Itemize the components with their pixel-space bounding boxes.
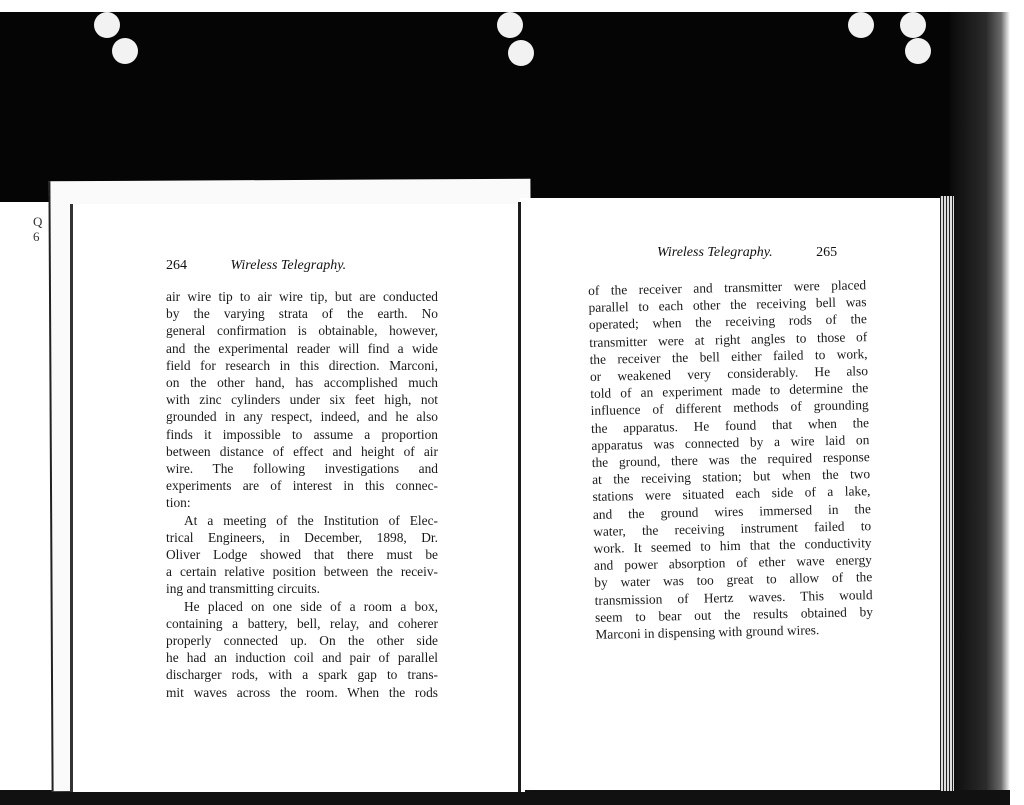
left-page-text [166, 288, 438, 701]
text-line: mit waves across the room. When the rods [166, 684, 438, 700]
text-line: transmitter were at right angles to those of [589, 328, 868, 350]
scan-background [0, 12, 1010, 202]
left-running-title: Wireless Telegraphy. [230, 258, 347, 273]
right-page-text [588, 276, 874, 643]
text-line: with zinc cylinders under six feet high, not [166, 392, 438, 408]
text-line: the apparatus. He found that when the [590, 414, 870, 436]
text-line: Oliver Lodge showed that there must be [166, 547, 438, 563]
text-line: between distance of effect and height of air [166, 443, 438, 459]
text-line: work. It seemed to him that the conductivity [593, 535, 872, 556]
text-line: influence of different methods of grounding [590, 397, 869, 419]
margin-note-line: Q [33, 214, 43, 229]
left-page-header [166, 258, 346, 274]
text-line: discharger rods, with a spark gap to trans- [166, 667, 438, 683]
text-line: and the experimental reader will find a wide [166, 340, 438, 356]
text-line: general confirmation is obtainable, however, [166, 323, 438, 339]
punch-hole [94, 12, 120, 38]
text-line: transmission of Hertz waves. This would [594, 586, 873, 608]
text-line: experiments are of interest in this connec- [166, 478, 438, 494]
text-line: and power absorption of ether wave energy [593, 552, 873, 574]
text-line: ing and transmitting circuits. [166, 581, 320, 597]
punch-hole [112, 38, 138, 64]
scan-edge-shadow [950, 12, 1010, 802]
text-line: and the ground wires immersed in the [592, 500, 871, 522]
margin-note-line: 6 [33, 229, 40, 244]
text-line: water, the receiving instrument failed to [593, 517, 872, 539]
text-line: field for research in this direction. Marconi, [166, 357, 438, 373]
left-page-number: 264 [166, 258, 187, 273]
punch-hole [848, 12, 874, 38]
text-line: parallel to each other the receiving bell was [588, 294, 867, 316]
text-line: of the receiver and transmitter were placed [588, 277, 867, 298]
text-line: stations were situated each side of a lake, [592, 483, 871, 505]
text-line: wire. The following investigations and [166, 461, 438, 477]
right-page-header [657, 245, 837, 261]
text-line: he had an induction coil and pair of parallel [166, 650, 438, 666]
text-line: at the receiving station; but when the two [591, 466, 871, 488]
text-line: trical Engineers, in December, 1898, Dr. [166, 529, 438, 545]
punch-hole [900, 12, 926, 38]
text-line: tion: [166, 495, 191, 511]
text-line: or weakened very considerably. He also [589, 363, 869, 384]
page-edges [940, 196, 954, 791]
text-line: grounded in any respect, indeed, and he also [166, 409, 438, 425]
text-line: At a meeting of the Institution of Elec- [184, 512, 438, 528]
text-line: finds it impossible to assume a proportion [166, 426, 438, 442]
right-page-number: 265 [816, 245, 838, 260]
text-line: air wire tip to air wire tip, but are conducted [166, 289, 438, 304]
text-line: on the other hand, has accomplished much [166, 375, 438, 391]
text-line: operated; when the receiving rods of the [588, 311, 867, 333]
punch-hole [905, 38, 931, 64]
text-line: a certain relative position between the receiv- [166, 564, 438, 580]
right-running-title: Wireless Telegraphy. [657, 245, 773, 260]
text-line: the receiver the bell either failed to work, [589, 345, 868, 367]
punch-hole [497, 12, 523, 38]
text-line: properly connected up. On the other side [166, 633, 438, 649]
text-line: seem to bear out the results obtained by [594, 603, 874, 625]
text-line: by the varying strata of the earth. No [166, 306, 438, 322]
text-line: by water was too great to allow of the [594, 569, 873, 591]
book-gutter [518, 202, 521, 792]
punch-hole [508, 40, 534, 66]
text-line: containing a battery, bell, relay, and coherer [166, 615, 438, 631]
text-line: Marconi in dispensing with ground wires. [595, 622, 820, 642]
text-line: the ground, there was the required response [591, 449, 870, 470]
text-line: apparatus was connected by a wire laid on [591, 431, 870, 453]
text-line: told of an experiment made to determine the [590, 380, 869, 402]
text-line: He placed on one side of a room a box, [184, 598, 438, 614]
